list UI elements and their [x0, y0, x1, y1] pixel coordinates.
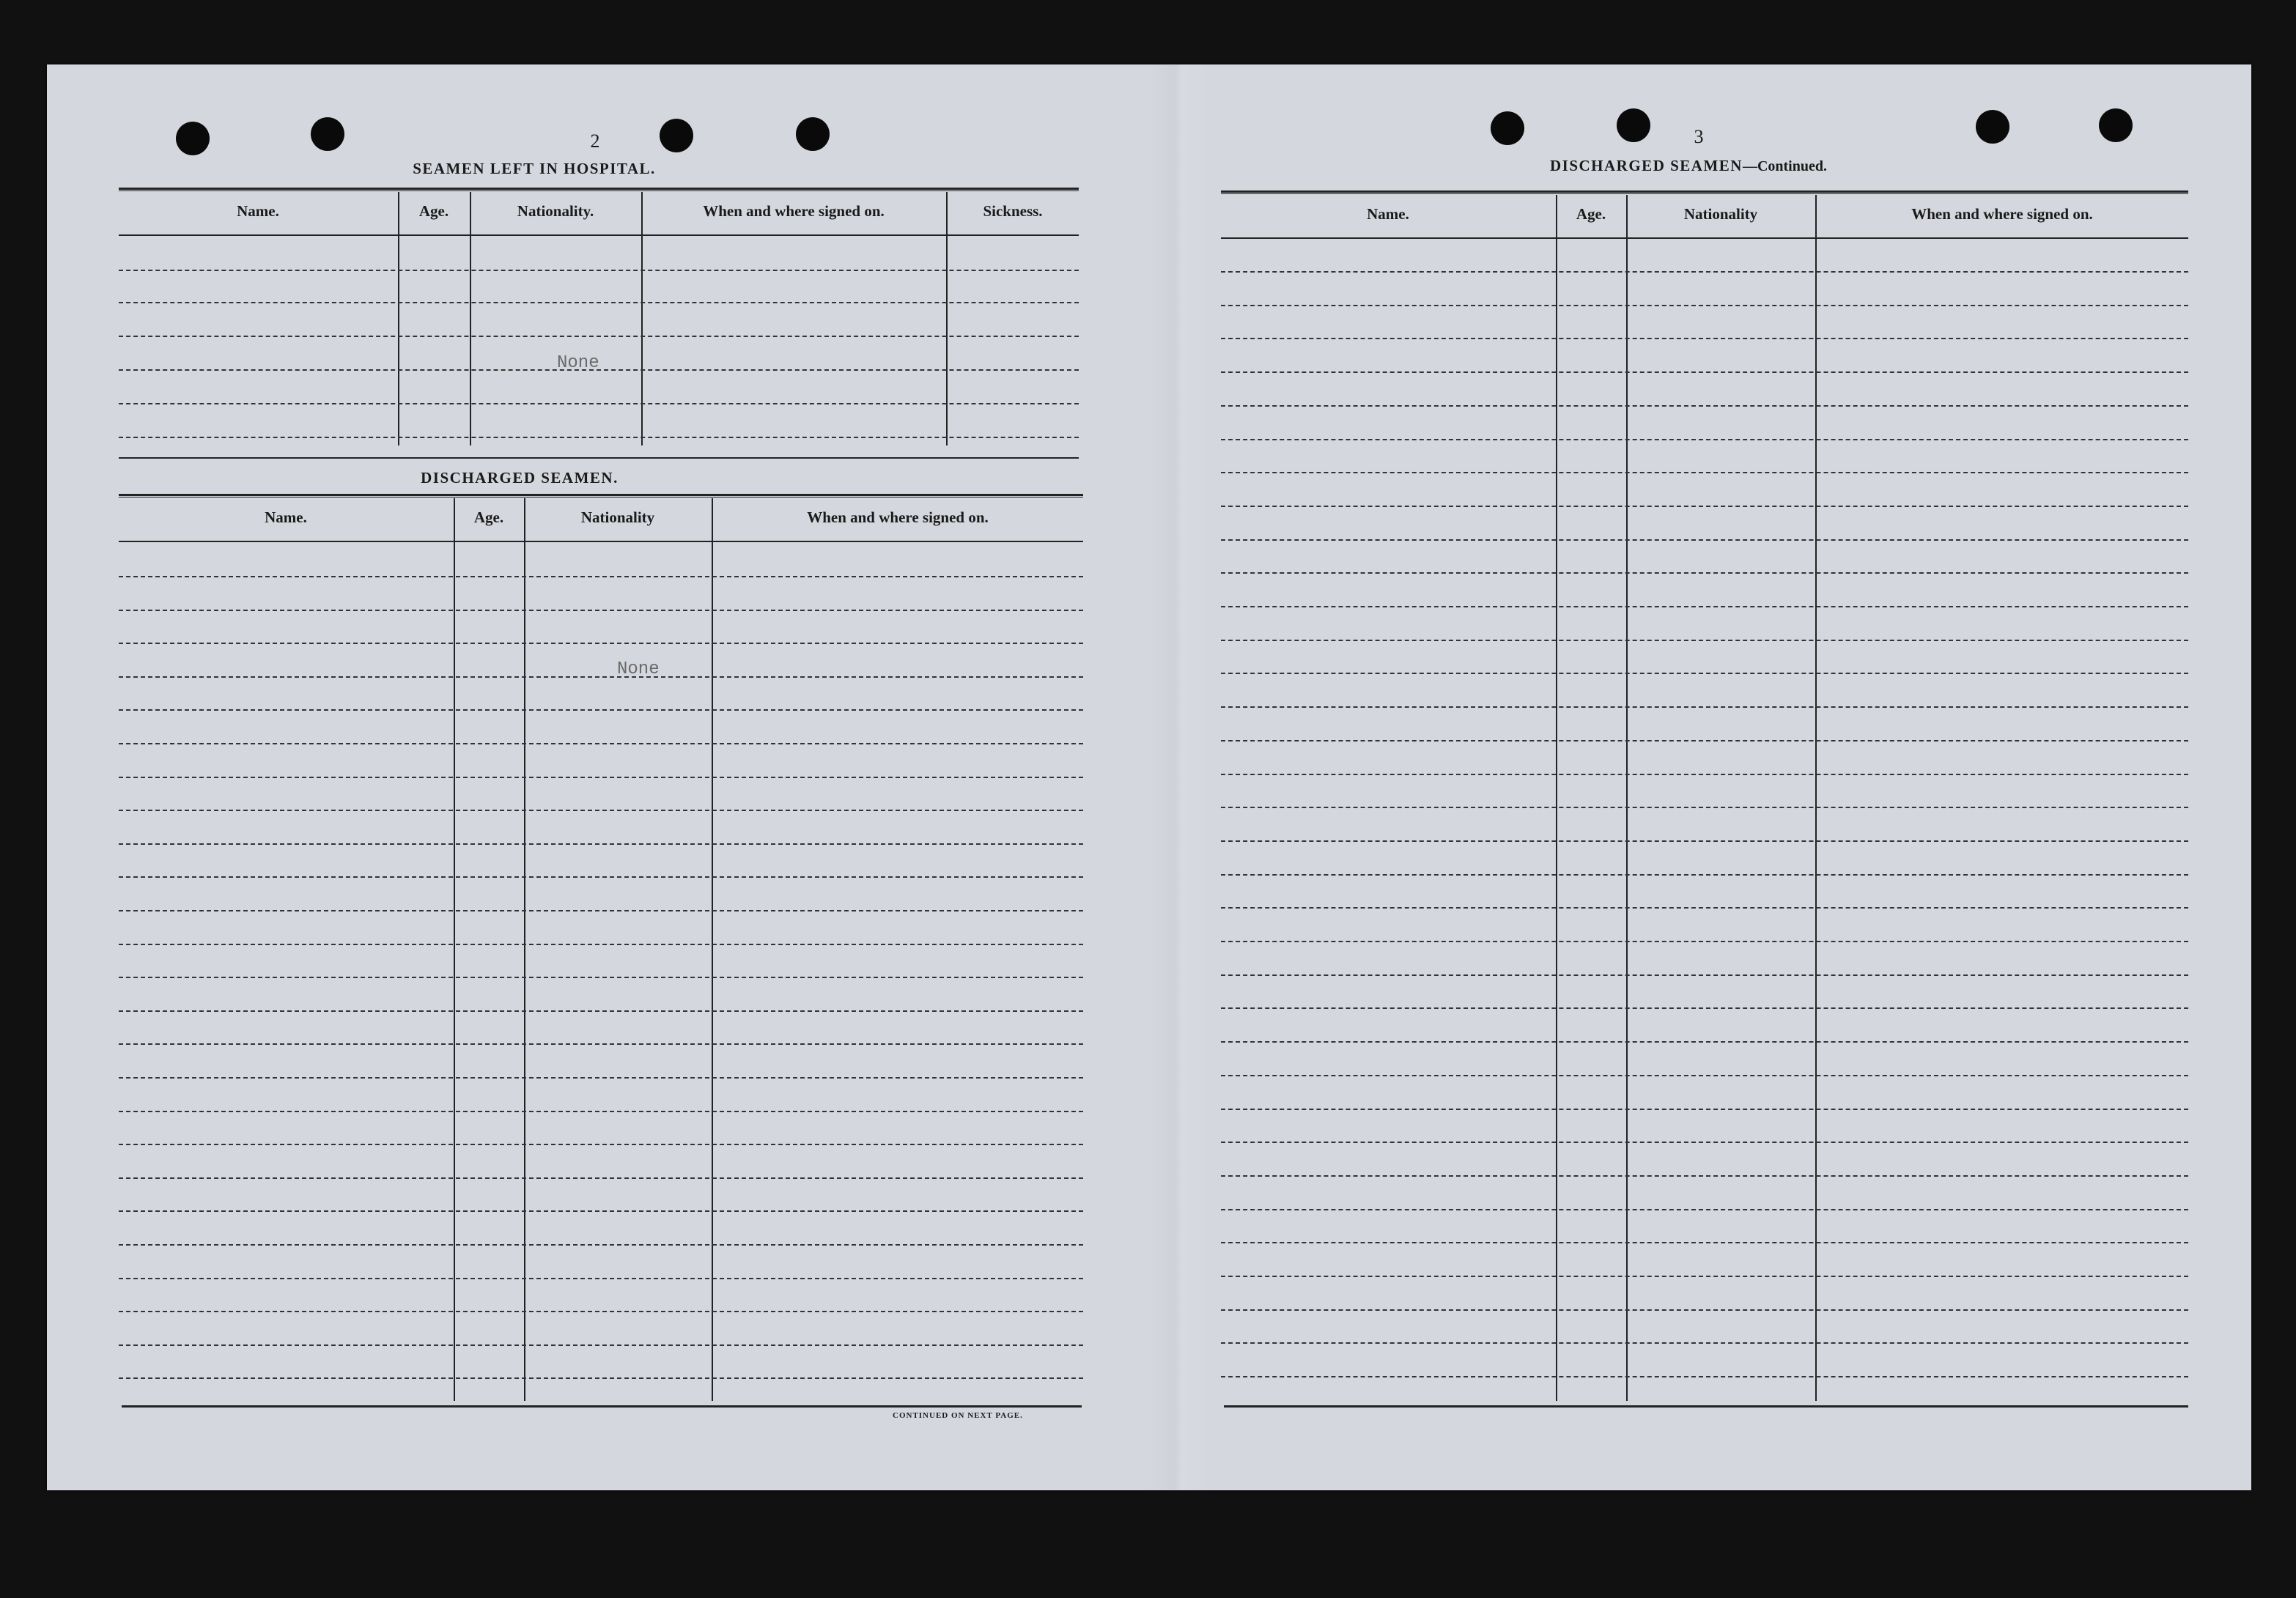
row-line	[1221, 673, 2188, 674]
table-bottom-rule	[122, 1405, 1082, 1408]
row-line	[119, 643, 1083, 644]
row-line	[1221, 405, 2188, 407]
typed-entry-none: None	[557, 353, 599, 373]
row-line	[119, 1210, 1083, 1212]
row-line	[119, 437, 1079, 438]
row-line	[1221, 1007, 2188, 1009]
row-line	[1221, 807, 2188, 808]
header-rule	[1221, 237, 2188, 239]
row-line	[1221, 1242, 2188, 1243]
row-line	[1221, 439, 2188, 440]
row-line	[1221, 472, 2188, 473]
row-line	[1221, 1109, 2188, 1110]
row-line	[119, 610, 1083, 611]
column-header-sickness: Sickness.	[983, 202, 1043, 220]
row-line	[1221, 338, 2188, 339]
row-line	[1221, 539, 2188, 541]
row-line	[1221, 1075, 2188, 1076]
page-number-left: 2	[590, 130, 600, 152]
row-line	[119, 403, 1079, 404]
row-line	[119, 876, 1083, 878]
row-line	[1221, 874, 2188, 876]
row-line	[119, 1377, 1083, 1379]
column-header-signed-on: When and where signed on.	[703, 202, 885, 220]
row-line	[1221, 740, 2188, 741]
typed-entry-none: None	[617, 659, 660, 679]
column-header-signed-on: When and where signed on.	[807, 508, 989, 526]
punch-hole	[176, 122, 210, 155]
row-line	[119, 1144, 1083, 1145]
row-line	[1221, 606, 2188, 607]
row-line	[1221, 1209, 2188, 1210]
center-fold	[1149, 64, 1208, 1490]
row-line	[1221, 840, 2188, 842]
row-line	[119, 1077, 1083, 1079]
row-line	[1221, 1142, 2188, 1143]
column-header-signed-on: When and where signed on.	[1911, 205, 2093, 223]
column-divider	[398, 192, 399, 445]
row-line	[119, 810, 1083, 811]
row-line	[1221, 271, 2188, 273]
punch-hole	[1617, 108, 1650, 142]
table-top-rule	[119, 494, 1083, 497]
row-line	[119, 1311, 1083, 1312]
row-line	[119, 1111, 1083, 1112]
discharged-continued-title	[1403, 157, 1974, 175]
row-line	[1221, 1276, 2188, 1277]
column-header-age: Age.	[1576, 205, 1606, 223]
document-sheet	[47, 64, 2251, 1490]
column-header-nationality: Nationality	[1683, 205, 1758, 223]
row-line	[1221, 706, 2188, 708]
row-line	[1221, 1309, 2188, 1311]
row-line	[119, 1278, 1083, 1279]
row-line	[1221, 371, 2188, 373]
page-number-right: 3	[1694, 126, 1704, 147]
column-divider	[454, 498, 455, 1401]
header-rule	[119, 541, 1083, 542]
row-line	[119, 777, 1083, 778]
discharged-table-right	[1221, 190, 2188, 1473]
column-header-name: Name.	[1367, 205, 1409, 223]
title-suffix: —Continued.	[1742, 158, 1827, 174]
column-divider	[946, 192, 948, 445]
row-line	[1221, 640, 2188, 641]
row-line	[119, 843, 1083, 845]
row-line	[1221, 1175, 2188, 1177]
column-divider	[641, 192, 643, 445]
table-bottom-rule	[1224, 1405, 2188, 1408]
column-divider	[1815, 195, 1817, 1401]
row-line	[119, 910, 1083, 911]
row-line	[119, 676, 1083, 678]
row-line	[119, 709, 1083, 711]
row-line	[119, 576, 1083, 577]
punch-hole	[660, 119, 693, 152]
row-line	[119, 302, 1079, 303]
column-header-age: Age.	[473, 508, 504, 526]
row-line	[119, 336, 1079, 337]
column-header-age: Age.	[418, 202, 449, 220]
discharged-table-left	[119, 494, 1083, 1468]
row-line	[1221, 941, 2188, 942]
punch-hole	[311, 117, 344, 151]
row-line	[119, 743, 1083, 744]
column-divider	[1556, 195, 1557, 1401]
row-line	[1221, 506, 2188, 507]
punch-hole	[1491, 111, 1524, 145]
row-line	[1221, 1376, 2188, 1377]
punch-hole	[2099, 108, 2133, 142]
discharged-section-title: DISCHARGED SEAMEN.	[421, 469, 619, 487]
table-top-rule	[119, 188, 1079, 191]
column-header-nationality: Nationality.	[517, 202, 594, 220]
table-top-rule	[1221, 190, 2188, 194]
row-line	[1221, 572, 2188, 574]
row-line	[1221, 1041, 2188, 1043]
row-line	[1221, 305, 2188, 306]
row-line	[119, 977, 1083, 978]
column-divider	[524, 498, 525, 1401]
column-divider	[1626, 195, 1628, 1401]
header-rule	[119, 234, 1079, 236]
column-header-name: Name.	[237, 202, 279, 220]
punch-hole	[796, 117, 830, 151]
row-line	[119, 270, 1079, 271]
column-header-name: Name.	[265, 508, 307, 526]
row-line	[1221, 1342, 2188, 1344]
title-text: DISCHARGED SEAMEN	[1550, 157, 1743, 174]
row-line	[1221, 974, 2188, 976]
column-divider	[470, 192, 471, 445]
continued-note: CONTINUED ON NEXT PAGE.	[893, 1411, 1023, 1420]
punch-hole	[1976, 110, 2009, 144]
row-line	[119, 944, 1083, 945]
row-line	[119, 1010, 1083, 1012]
section-divider	[119, 457, 1079, 459]
row-line	[1221, 907, 2188, 909]
column-divider	[712, 498, 713, 1401]
row-line	[119, 1344, 1083, 1346]
row-line	[119, 1177, 1083, 1179]
row-line	[119, 1244, 1083, 1246]
column-header-nationality: Nationality	[580, 508, 655, 526]
hospital-section-title: SEAMEN LEFT IN HOSPITAL.	[413, 160, 656, 177]
row-line	[1221, 774, 2188, 775]
row-line	[119, 1043, 1083, 1045]
